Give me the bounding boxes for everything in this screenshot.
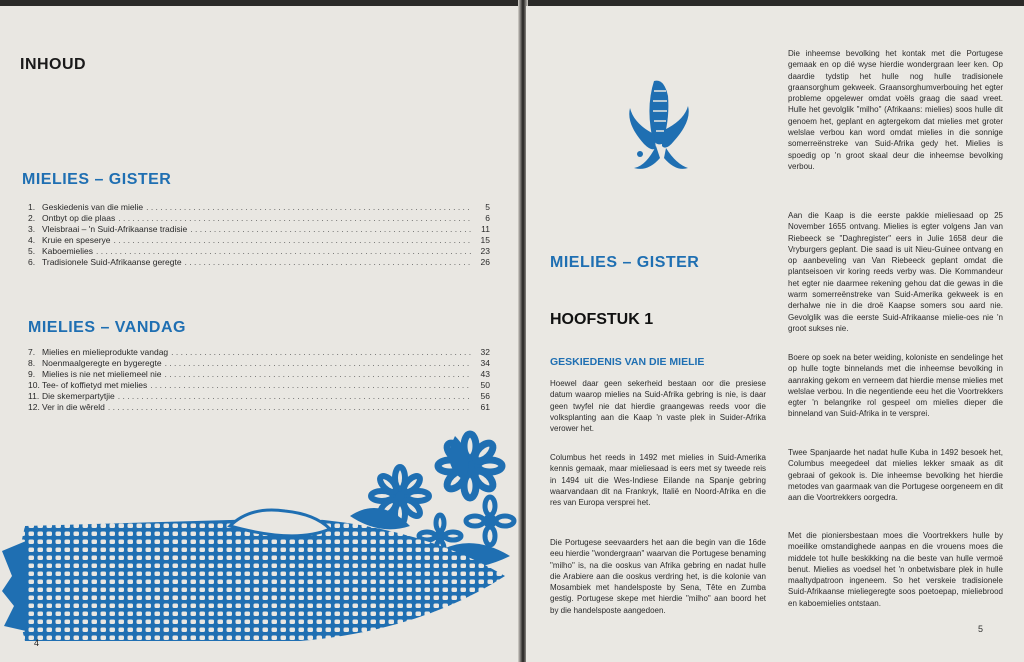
paragraph: Die Portugese seevaarders het aan die begin van die 16de eeu hierdie "wondergraan" waarvan die Portugese benaming "milho" is, na die ooskus van Afrika gebring en nadat hulle die Arabiere aan die ooskus verdring het, is die kolonie van Mosambiek met handelsposte by Sena, Tête en Zumba gestig. Portugese skepe met hierdie "milho" aan boord het by die handelsposte aangedoen. [550, 538, 766, 615]
toc-item[interactable]: 5. Kaboemielies . . . 23 [28, 246, 490, 257]
chapter-subtitle: GESKIEDENIS VAN DIE MIELIE [550, 356, 705, 368]
paragraph: Die inheemse bevolking het kontak met die Portugese gemaak en op dié wyse hierdie wondergraan leer ken. Op daardie tydstip het hulle nog hulle tradisionele graansorghum gekweek. Graansorghumverbouing het egter probleme opgelewer omdat voëls graag die saad vreet. Hulle het gevolglik "milho" (Afrikaans: mielies) soos hulle dit genoem het, geplant en agtergekom dat mielies met groter welslae verbou kan word omdat mielies in die sonnige somerreënstreke van Suid-Afrika gedy het. Mielies is spoedig op 'n groot skaal deur die inheemse bevolking verbou. [788, 49, 1003, 171]
paragraph: Boere op soek na beter weiding, koloniste en sendelinge het op hulle togte binnelands met die inheemse bevolking in aanraking gekom en verneem dat hierdie mense mielies met welslae verbou. In die negentiende eeu het die Voortrekkers egter 'n belangrike rol gespeel om mielies dieper die binneland van Suid-Afrika in te versprei. [788, 353, 1003, 419]
toc-item[interactable]: 1. Geskiedenis van die mielie . . . 5 [28, 202, 490, 213]
toc-item[interactable]: 11. Die skemerpartytjie . . . 56 [28, 391, 490, 402]
toc-item[interactable]: 2. Ontbyt op die plaas . . . 6 [28, 213, 490, 224]
toc-item[interactable]: 4. Kruie en speserye . . . 15 [28, 235, 490, 246]
page-number-right: 5 [978, 624, 984, 634]
paragraph: Columbus het reeds in 1492 met mielies in Suid-Amerika kennis gemaak, maar mieliesaad is eers met sy tweede reis in 1494 uit die Wes-Indiese Eilande na Spanje gebring waarvandaan dit na Frankryk, Italië en Noord-Afrika en die res van Europa versprei het. [550, 453, 766, 508]
paragraph: Aan die Kaap is die eerste pakkie mieliesaad op 25 November 1655 ontvang. Mielies is egter volgens Jan van Riebeeck se "Daghregister" eers in Julie 1658 deur die Vryburgers geplant. Die saad is uit Nieu-Guinee ontvang en op aanbeveling van Van Riebeeck geplant omdat die plantseisoen vir koring reeds verby was. Die Kommandeur het egter nie daarmee rekening gehou dat die gewas in die warm somerreënstreke van Suid-Amerika gekweek is en derhalwe nie in die droë Kaapse somers sou aard nie. Gevolglik was die eerste Suid-Afrikaanse mielie-oes nie 'n groot sukses nie. [788, 211, 1003, 333]
toc-item[interactable]: 10. Tee- of koffietyd met mielies . . . 50 [28, 380, 490, 391]
toc-item[interactable]: 12. Ver in die wêreld . . . 61 [28, 402, 490, 413]
toc-item[interactable]: 8. Noenmaalgeregte en bygeregte . . . 34 [28, 358, 490, 369]
chapter-title: HOOFSTUK 1 [550, 311, 654, 328]
toc-item[interactable]: 3. Vleisbraai – 'n Suid-Afrikaanse tradisie . . . 11 [28, 224, 490, 235]
paragraph: Met die pioniersbestaan moes die Voortrekkers hulle by moeilike omstandighede aanpas en die vrouens moes die middele tot hulle beskikking na die beste van hulle vermoë benut. Mielies as voedsel het 'n onbetwisbare plek in hulle maaltydpatroon ingeneem. So het verskeie tradisionele Suid-Afrikaanse mieliegeregte soos poetoepap, mieliebrood en kaboemielies ontstaan. [788, 531, 1003, 608]
contents-heading: INHOUD [20, 56, 87, 73]
toc-list-gister [28, 202, 490, 268]
page-number-left: 4 [34, 638, 40, 648]
corn-flower-illustration [0, 426, 520, 662]
toc-list-vandag [28, 347, 490, 413]
paragraph: Hoewel daar geen sekerheid bestaan oor die presiese datum waarop mielies na Suid-Afrika gebring is nie, is daar geen twyfel nie dat hierdie graangewas reeds voor die volksplanting aan die Kaap 'n vaste plek in Suider-Afrika verower het. [550, 379, 766, 434]
left-page [0, 6, 520, 662]
section-title: MIELIES – GISTER [550, 254, 700, 271]
toc-item[interactable]: 9. Mielies is nie net mieliemeel nie . . . 43 [28, 369, 490, 380]
toc-item[interactable]: 6. Tradisionele Suid-Afrikaanse geregte . . . 26 [28, 257, 490, 268]
corn-cob [2, 510, 505, 641]
right-page [526, 6, 1024, 662]
paragraph: Twee Spanjaarde het nadat hulle Kuba in 1492 besoek het, Columbus meegedeel dat mielies lekker smaak as dit gebraai of gekook is. Die inheemse bevolking het hierdie metodes van gaarmaak van die Portugese oorgeneem en dit aan die Voortrekkers oorgedra. [788, 448, 1003, 503]
section-title-vandag: MIELIES – VANDAG [28, 319, 186, 336]
section-title-gister: MIELIES – GISTER [22, 171, 172, 188]
corn-cob-icon [626, 76, 696, 176]
toc-item[interactable]: 7. Mielies en mielieprodukte vandag . . . 32 [28, 347, 490, 358]
